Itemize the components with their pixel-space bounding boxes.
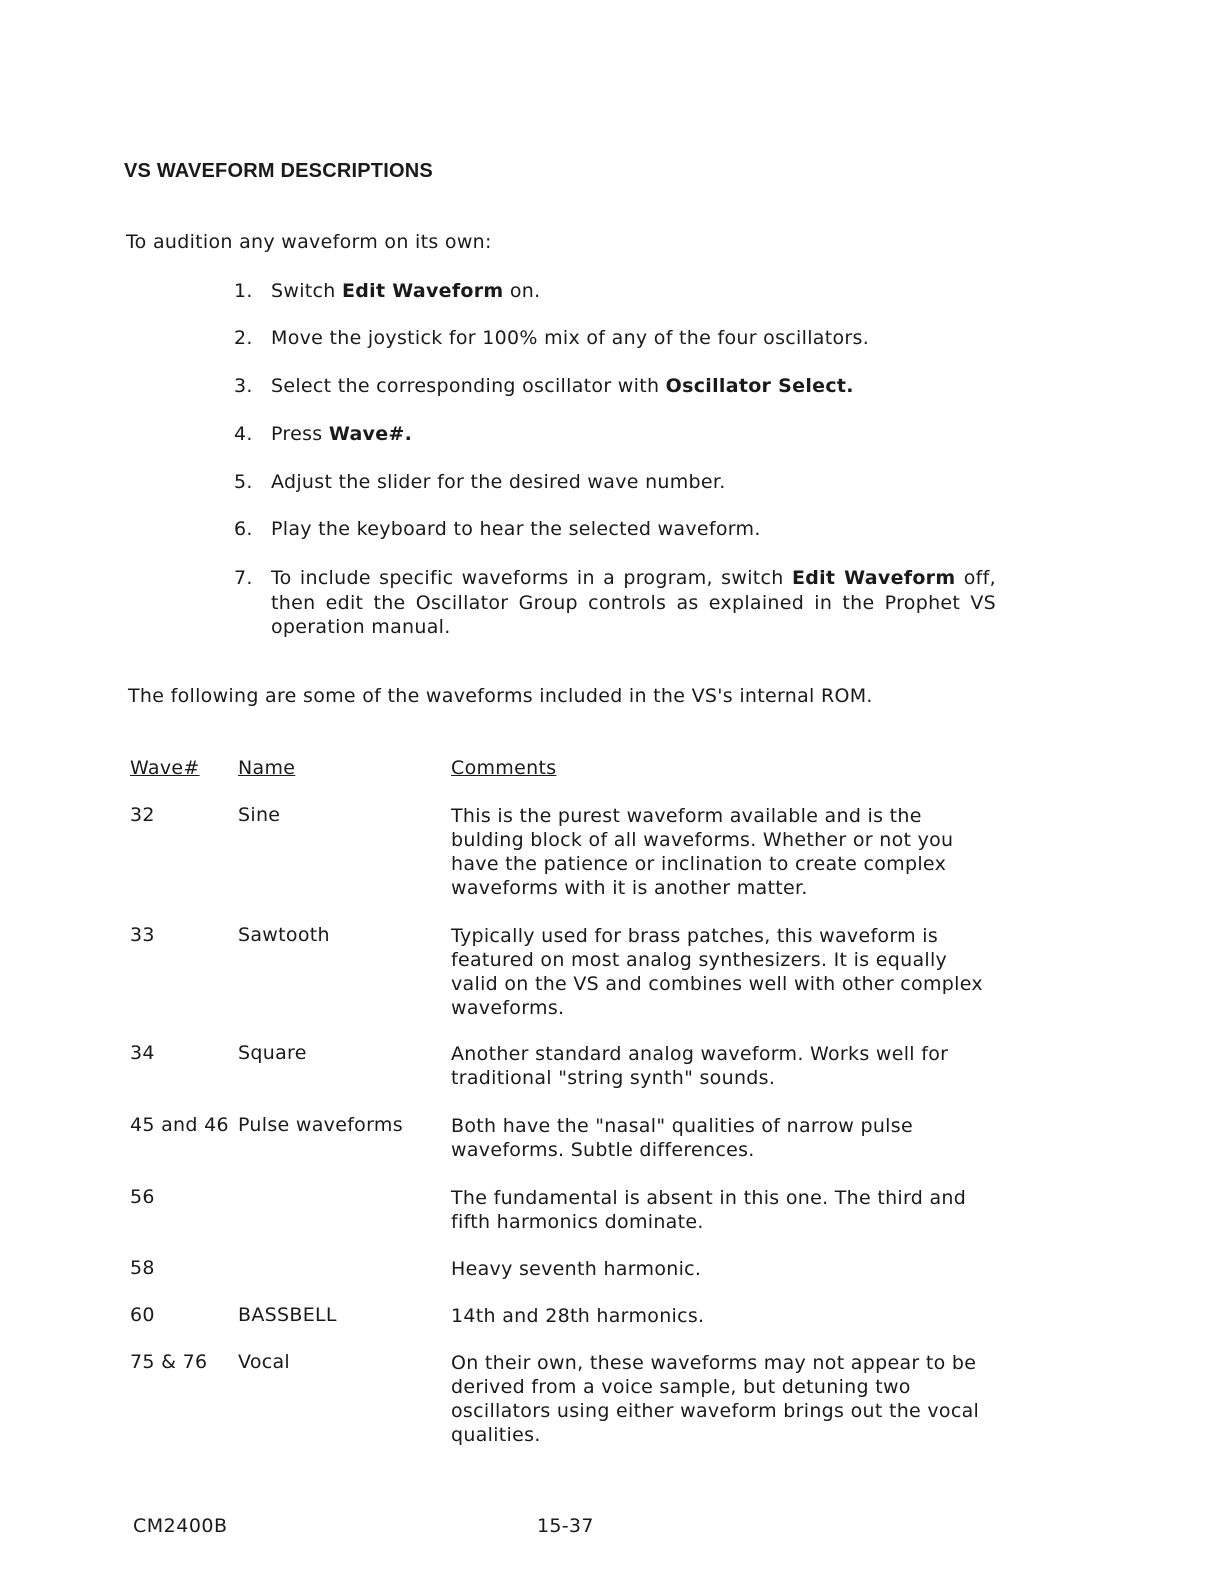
wave-comment: 14th and 28th harmonics. (451, 1305, 705, 1327)
step-text: Adjust the slider for the desired wave number. (271, 471, 726, 493)
wave-comment: Heavy seventh harmonic. (451, 1258, 702, 1280)
step-item (234, 422, 996, 447)
rom-intro-text: The following are some of the waveforms included in the VS's internal ROM. (128, 685, 873, 707)
step-item (234, 566, 996, 640)
wave-number: 33 (130, 924, 155, 946)
step-number: 5. (234, 471, 253, 493)
wave-comment: This is the purest waveform available and is the bulding block of all waveforms. Whether or not you have the patience or inclination to create complex waveforms with it is another matter. (451, 805, 954, 899)
page-heading: VS WAVEFORM DESCRIPTIONS (124, 160, 433, 182)
wave-comment: On their own, these waveforms may not appear to be derived from a voice sample, but detuning two oscillators using either waveform brings out the vocal qualities. (451, 1352, 980, 1446)
step-number: 7. (234, 567, 253, 589)
step-number: 6. (234, 518, 253, 540)
step-number: 4. (234, 423, 253, 445)
wave-number: 45 and 46 (130, 1114, 229, 1136)
step-text: Play the keyboard to hear the selected waveform. (271, 518, 761, 540)
wave-comment: Another standard analog waveform. Works well for traditional "string synth" sounds. (451, 1043, 949, 1089)
document-code: CM2400B (133, 1515, 228, 1537)
intro-text: To audition any waveform on its own: (126, 231, 492, 253)
wave-name: Vocal (238, 1351, 291, 1373)
page-number: 15-37 (537, 1515, 594, 1537)
wave-name: Square (238, 1042, 307, 1064)
step-item (234, 279, 996, 304)
wave-comment: Both have the "nasal" qualities of narrow pulse waveforms. Subtle differences. (451, 1115, 913, 1161)
step-number: 2. (234, 327, 253, 349)
step-text: Press Wave#. (271, 423, 413, 445)
column-header-wave: Wave# (130, 757, 200, 779)
wave-number: 56 (130, 1186, 155, 1208)
step-text: Move the joystick for 100% mix of any of the four oscillators. (271, 327, 870, 349)
step-number: 1. (234, 280, 253, 302)
wave-name: BASSBELL (238, 1304, 337, 1326)
step-item (234, 374, 996, 399)
step-item (234, 470, 996, 495)
wave-number: 58 (130, 1257, 155, 1279)
wave-name: Sawtooth (238, 924, 330, 946)
wave-number: 60 (130, 1304, 155, 1326)
column-header-name: Name (238, 757, 296, 779)
wave-comment: Typically used for brass patches, this waveform is featured on most analog synthesizers. It is equally valid on the VS and combines well with other complex waveforms. (451, 925, 983, 1019)
wave-number: 32 (130, 804, 155, 826)
wave-number: 34 (130, 1042, 155, 1064)
step-text: Switch Edit Waveform on. (271, 280, 541, 302)
step-text: Select the corresponding oscillator with Oscillator Select. (271, 375, 854, 397)
step-item (234, 517, 996, 542)
wave-name: Pulse waveforms (238, 1114, 403, 1136)
wave-name: Sine (238, 804, 281, 826)
step-item (234, 326, 996, 351)
column-header-comments: Comments (451, 757, 557, 779)
wave-comment: The fundamental is absent in this one. The third and fifth harmonics dominate. (451, 1187, 967, 1233)
wave-number: 75 & 76 (130, 1351, 208, 1373)
step-number: 3. (234, 375, 253, 397)
step-text: To include specific waveforms in a program, switch Edit Waveform off, then edit the Oscillator Group controls as explained in the Prophet VS operation manual. (271, 567, 996, 638)
